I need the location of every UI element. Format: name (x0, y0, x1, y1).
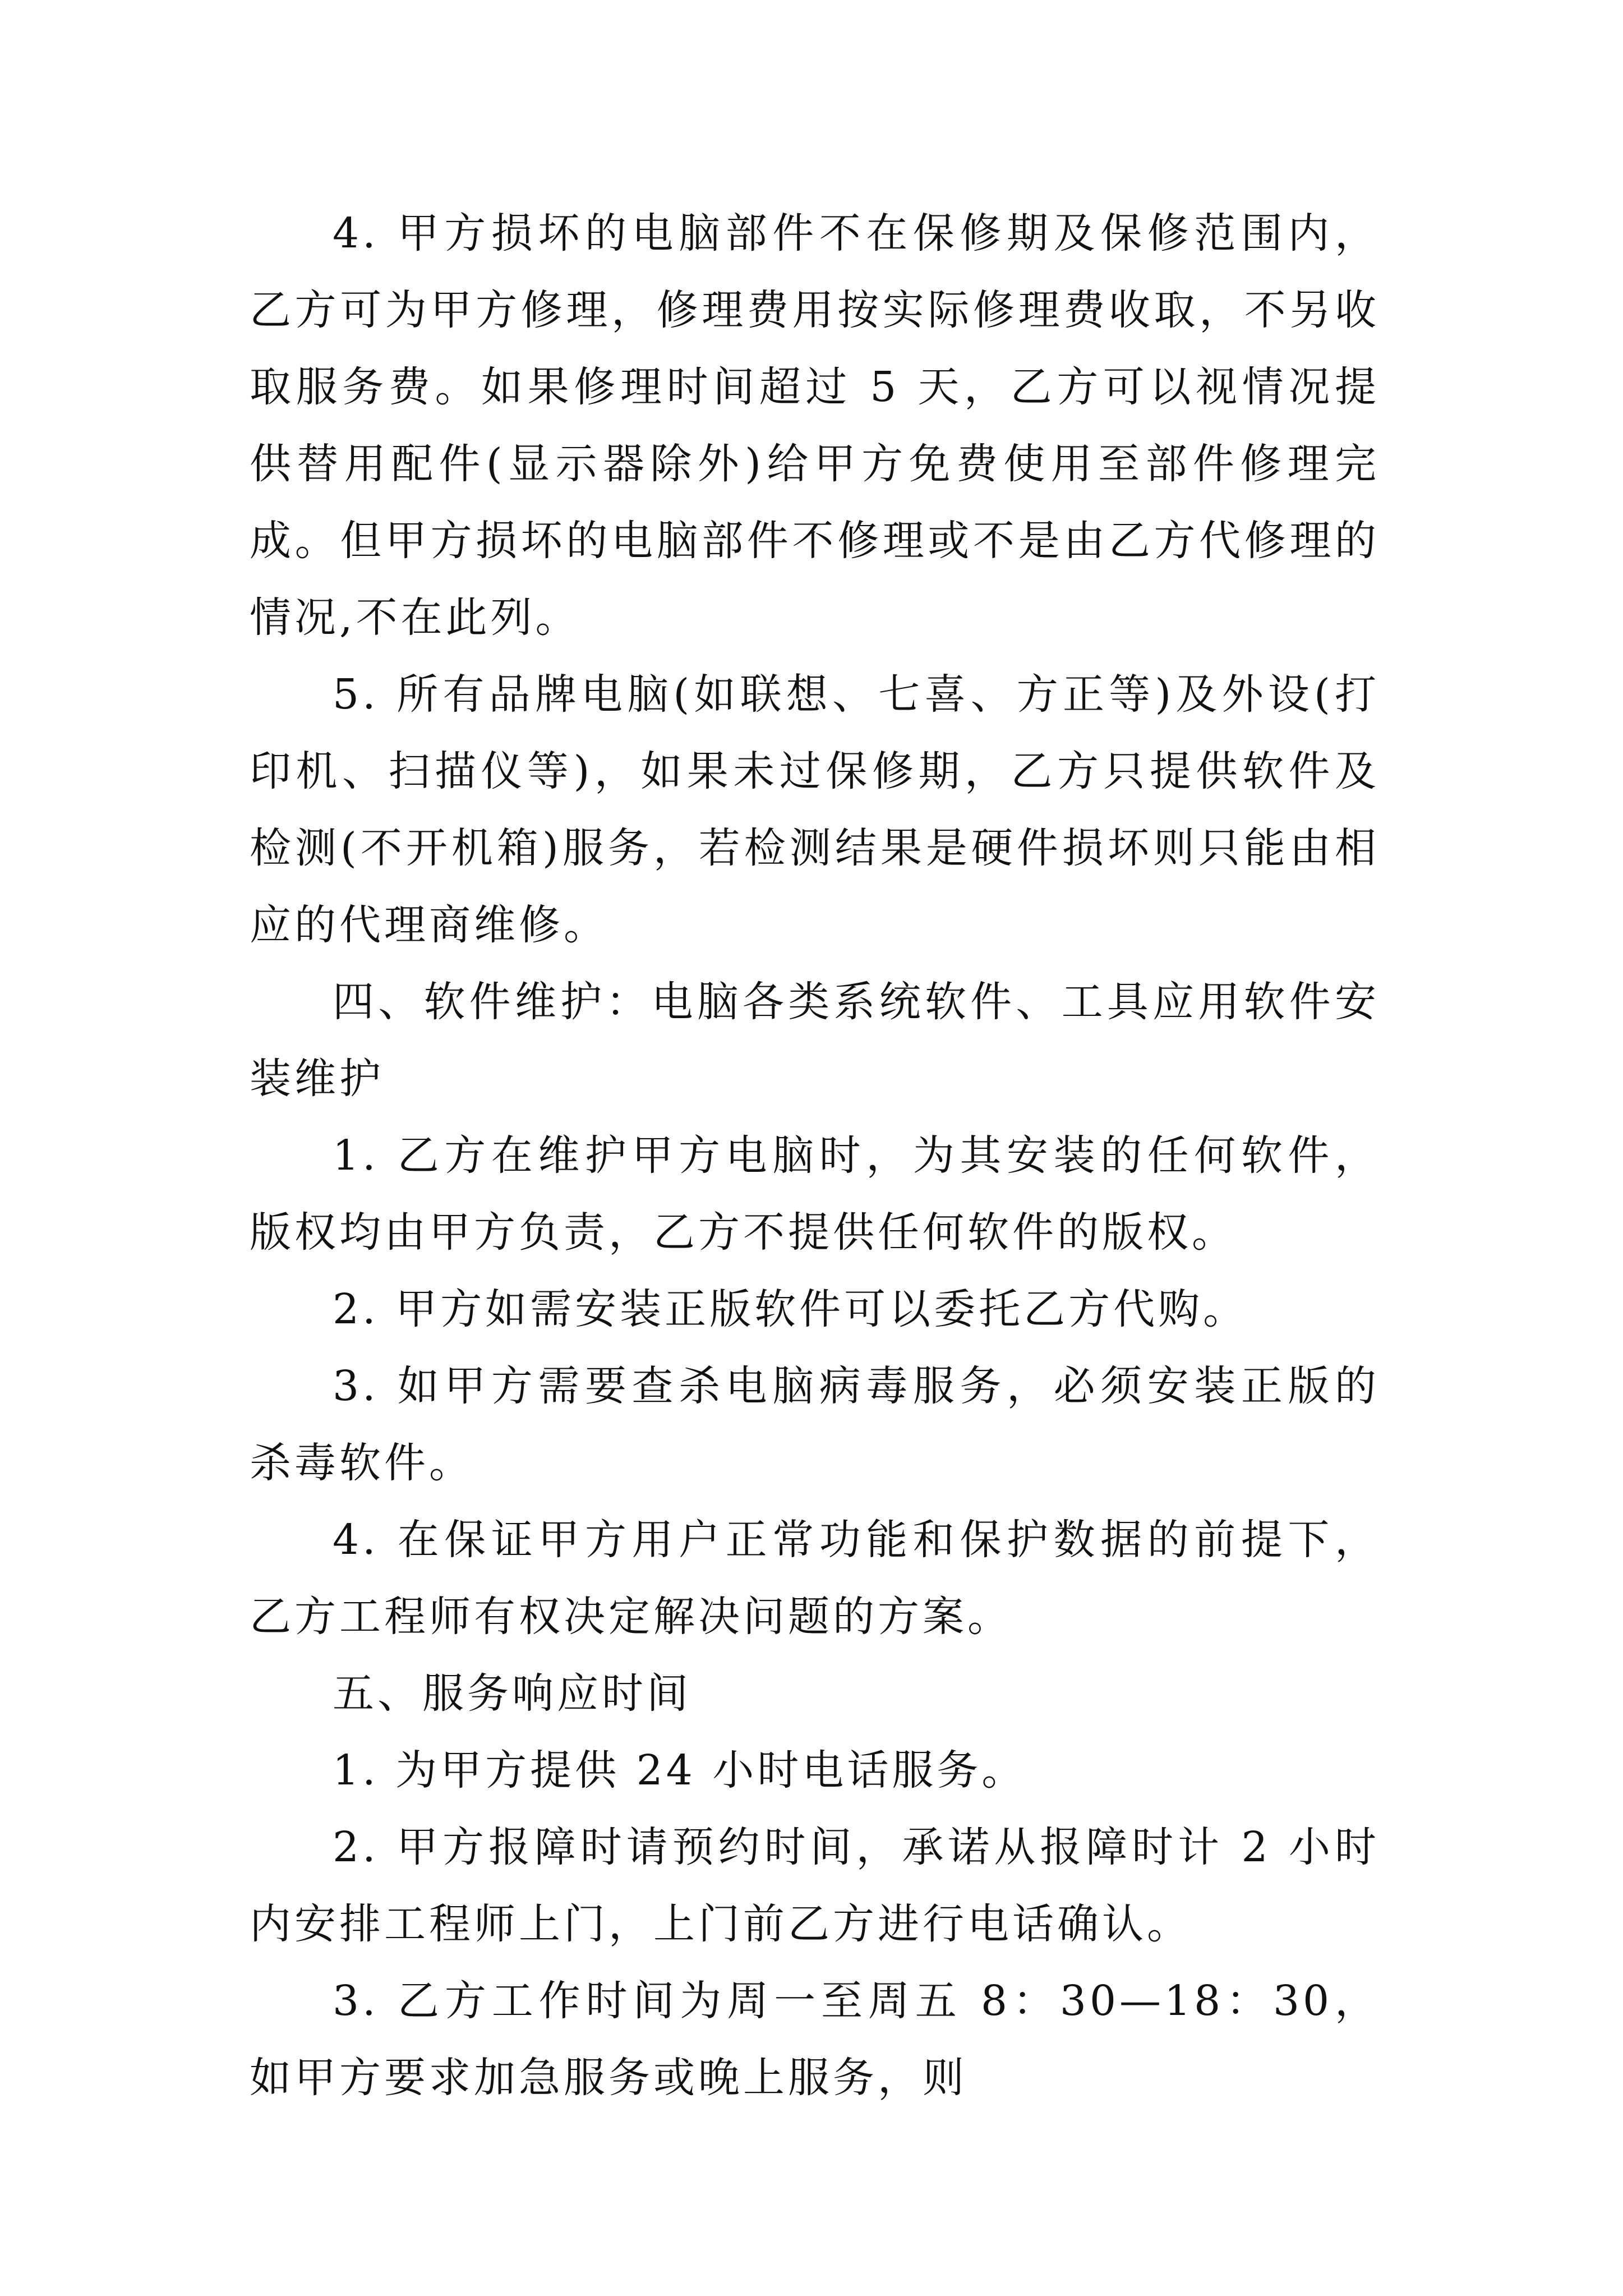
paragraph-item-4-repair: 4. 甲方损坏的电脑部件不在保修期及保修范围内，乙方可为甲方修理，修理费用按实际修理费收取，不另收取服务费。如果修理时间超过 5 天，乙方可以视情况提供替用配件(显示器除外)给甲方免费使用至部件修理完成。但甲方损坏的电脑部件不修理或不是由乙方代修理的情况,不在此列。 (250, 209, 1380, 642)
paragraph-response-3: 3. 乙方工作时间为周一至周五 8：30—18：30，如甲方要求加急服务或晚上服务，则 (250, 1977, 1380, 2102)
paragraph-software-4: 4. 在保证甲方用户正常功能和保护数据的前提下，乙方工程师有权决定解决问题的方案。 (250, 1516, 1380, 1641)
paragraph-response-1: 1. 为甲方提供 24 小时电话服务。 (333, 1746, 1027, 1795)
section-heading-response-time: 五、服务响应时间 (333, 1669, 691, 1718)
section-heading-software: 四、软件维护：电脑各类系统软件、工具应用软件安装维护 (250, 978, 1380, 1103)
paragraph-item-5-brand: 5. 所有品牌电脑(如联想、七喜、方正等)及外设(打印机、扫描仪等)，如果未过保修期，乙方只提供软件及检测(不开机箱)服务，若检测结果是硬件损坏则只能由相应的代理商维修。 (250, 670, 1380, 949)
paragraph-response-2: 2. 甲方报障时请预约时间，承诺从报障时计 2 小时内安排工程师上门，上门前乙方进行电话确认。 (250, 1823, 1380, 1948)
paragraph-software-3: 3. 如甲方需要查杀电脑病毒服务，必须安装正版的杀毒软件。 (250, 1362, 1380, 1487)
paragraph-software-1: 1. 乙方在维护甲方电脑时，为其安装的任何软件，版权均由甲方负责，乙方不提供任何软件的版权。 (250, 1131, 1380, 1257)
document-body (250, 195, 1380, 2116)
paragraph-software-2: 2. 甲方如需安装正版软件可以委托乙方代购。 (333, 1285, 1248, 1333)
